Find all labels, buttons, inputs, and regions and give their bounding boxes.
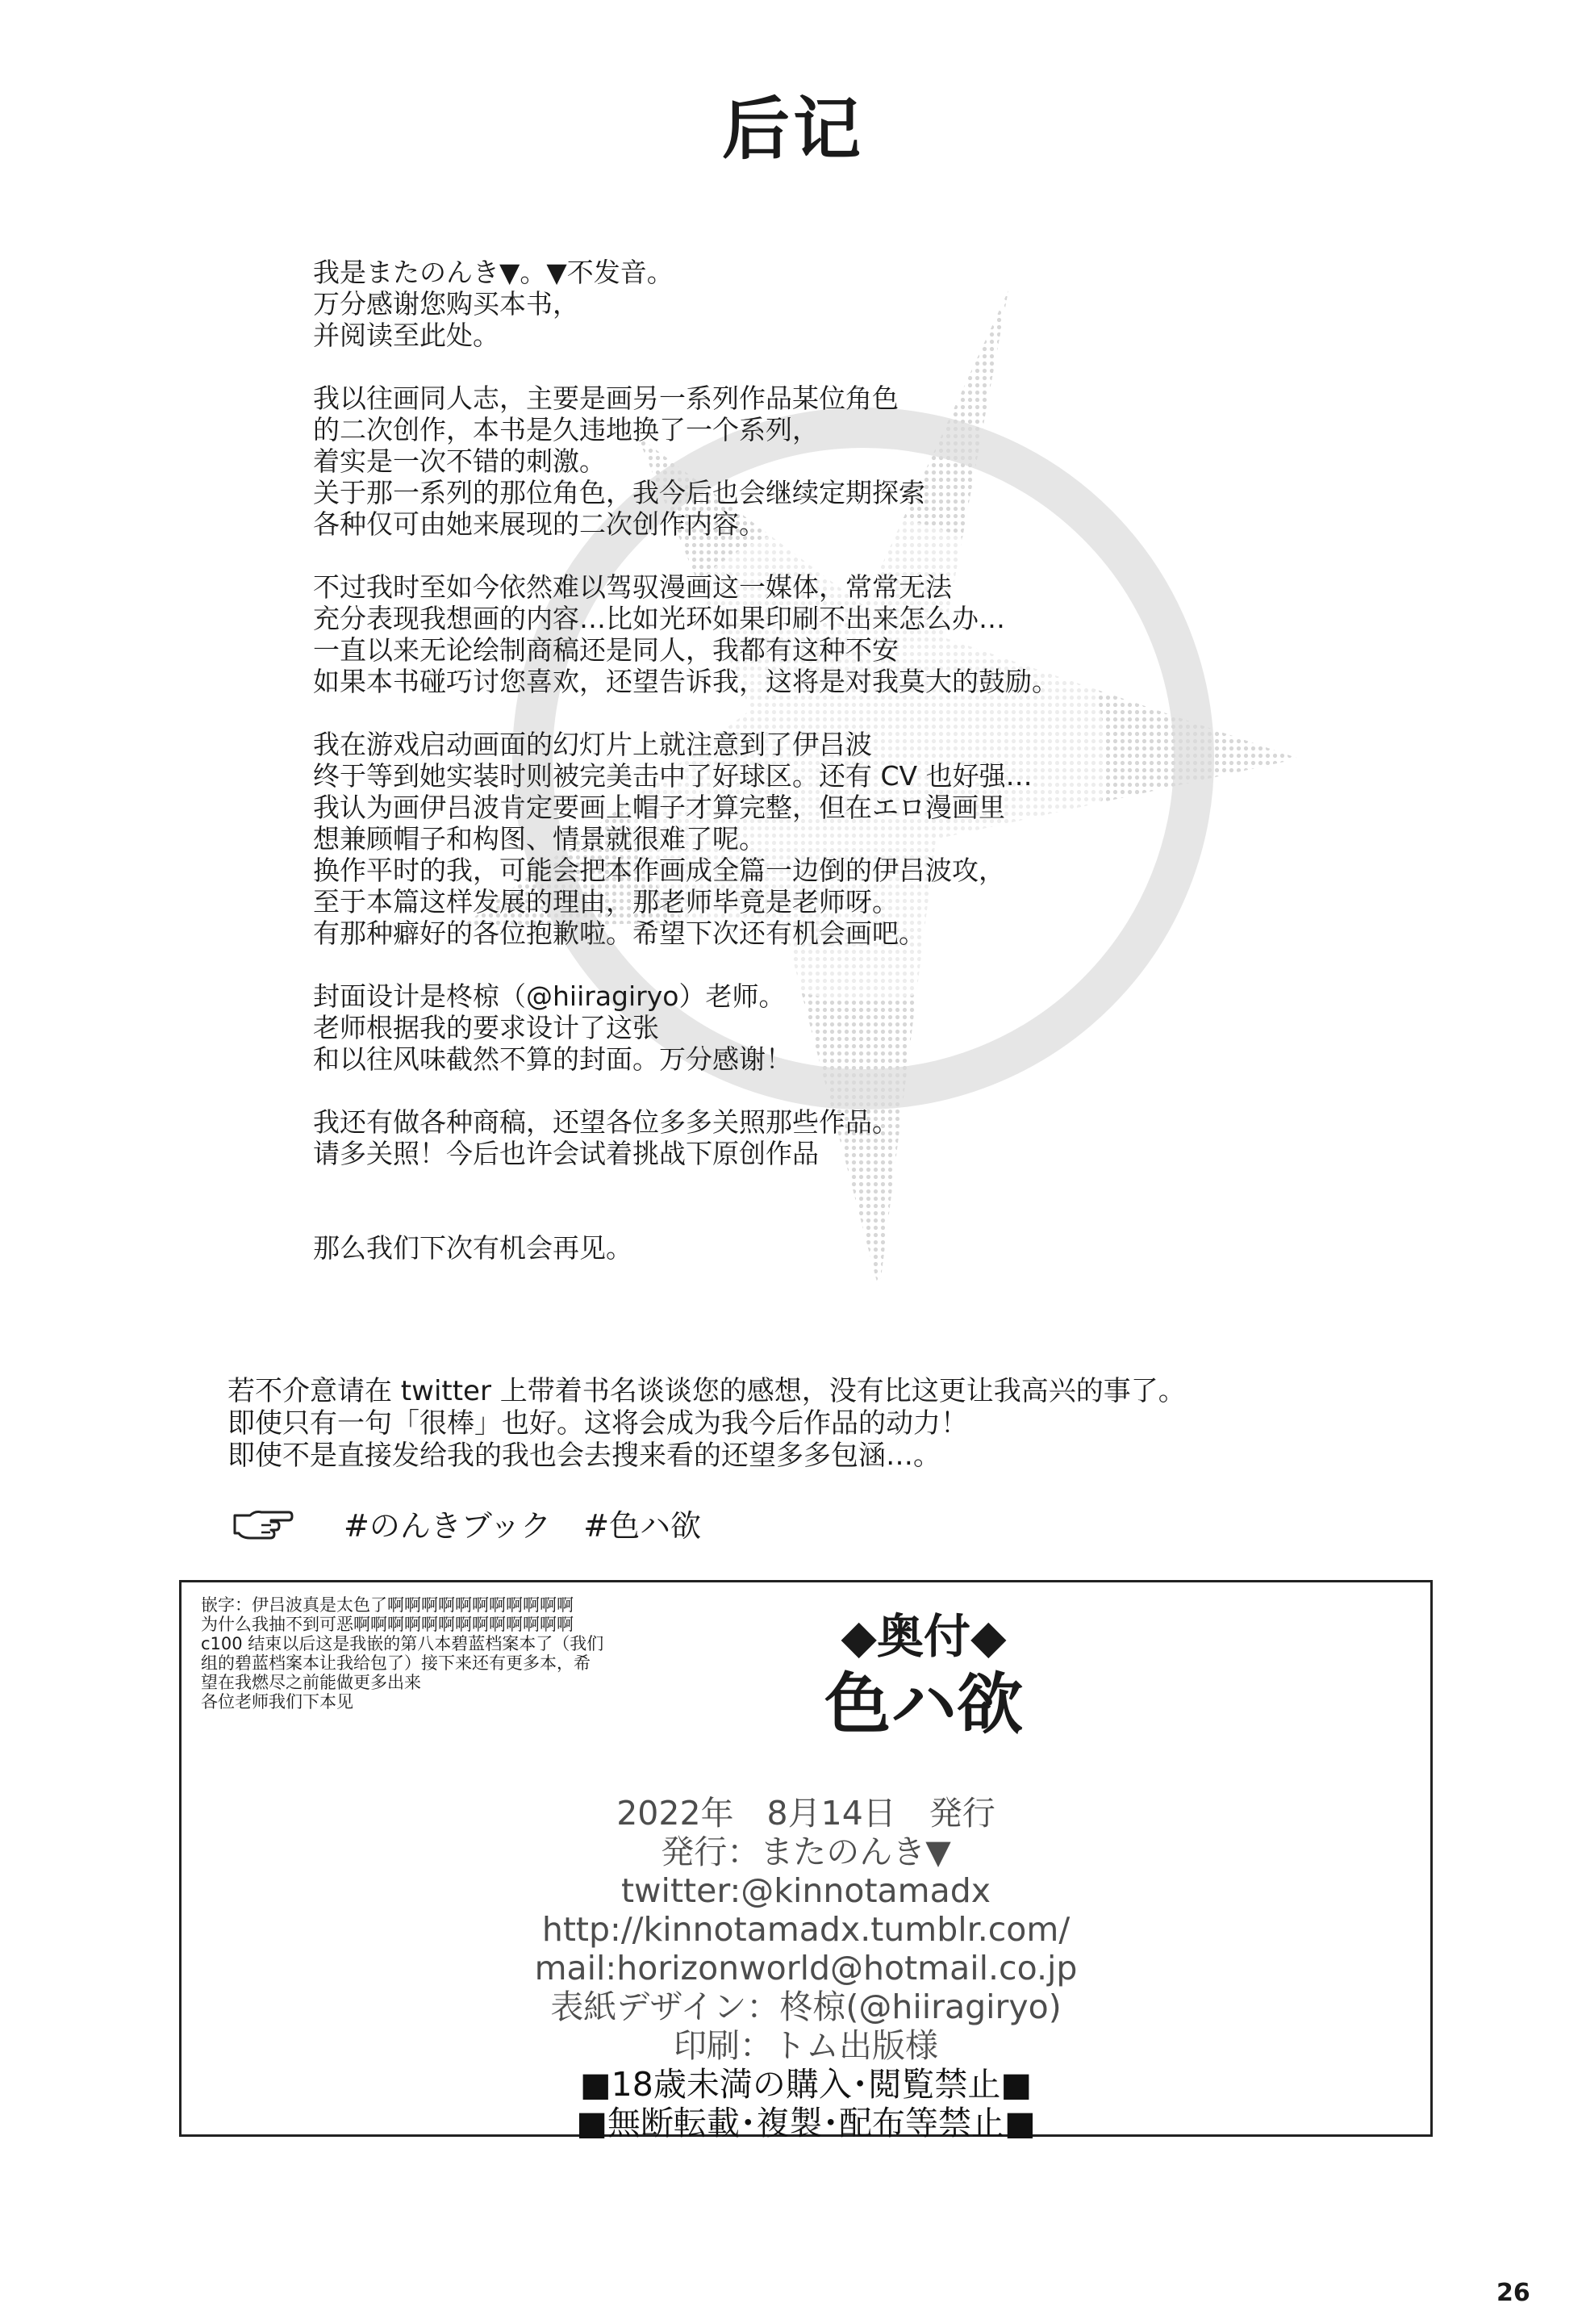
text-line: 并阅读至此处。 [313, 320, 499, 351]
copyright-notice: ■無断転載･複製･配布等禁止■ [576, 2104, 1036, 2142]
publication-info [182, 1794, 1430, 2142]
printer-credit: 印刷：トム出版様 [674, 2026, 938, 2065]
hashtag-row [227, 1501, 1518, 1545]
text-line: 请多关照！今后也许会试着挑战下原创作品 [313, 1138, 819, 1169]
text-line: 为什么我抽不到可恶啊啊啊啊啊啊啊啊啊啊啊啊啊 [201, 1615, 574, 1634]
afterword-paragraph-2 [313, 382, 1362, 540]
text-line: c100 结束以后这是我嵌的第八本碧蓝档案本了（我们 [201, 1634, 604, 1653]
text-line: 老师根据我的要求设计了这张 [313, 1012, 659, 1043]
text-line: 各位老师我们下本见 [201, 1692, 353, 1712]
afterword-paragraph-1 [313, 257, 1362, 351]
text-line: 即使只有一句「很棒」也好。这将会成为我今后作品的动力！ [227, 1407, 968, 1440]
text-line: 不过我时至如今依然难以驾驭漫画这一媒体，常常无法 [313, 571, 952, 603]
text-line: 我认为画伊吕波肯定要画上帽子才算完整，但在エロ漫画里 [313, 792, 1005, 823]
text-line: 着实是一次不错的刺激。 [313, 445, 606, 477]
twitter-appeal [227, 1375, 1518, 1545]
publication-date: 2022年 8月14日 発行 [616, 1794, 995, 1833]
text-line: 的二次创作，本书是久违地换了一个系列， [313, 414, 819, 445]
text-line: 有那种癖好的各位抱歉啦。希望下次还有机会画吧。 [313, 917, 925, 949]
typesetter-note [201, 1595, 701, 1712]
text-line: 即使不是直接发给我的我也会去搜来看的还望多多包涵…。 [227, 1440, 941, 1472]
age-restriction-notice: ■18歳未満の購入･閲覧禁止■ [579, 2065, 1033, 2104]
text-line: 和以往风味截然不算的封面。万分感谢！ [313, 1043, 792, 1075]
cover-design-credit: 表紙デザイン：柊椋(@hiiragiryo) [550, 1988, 1062, 2026]
text-line: 我还有做各种商稿，还望各位多多关照那些作品。 [313, 1106, 899, 1138]
text-line: 我以往画同人志，主要是画另一系列作品某位角色 [313, 382, 899, 414]
afterword-text [313, 257, 1362, 1264]
text-line: 嵌字：伊吕波真是太色了啊啊啊啊啊啊啊啊啊啊啊 [201, 1595, 574, 1615]
text-line: 至于本篇这样发展的理由，那老师毕竟是老师呀。 [313, 886, 899, 917]
text-line: 封面设计是柊椋（@hiiragiryo）老师。 [313, 980, 786, 1012]
colophon-box [179, 1580, 1433, 2142]
afterword-paragraph-4 [313, 729, 1362, 949]
publisher: 発行：またのんき▼ [661, 1833, 951, 1871]
text-line: 各种仅可由她来展现的二次创作内容。 [313, 508, 766, 540]
text-line: 我是またのんき▼。▼不发音。 [313, 257, 674, 288]
text-line: 万分感谢您购买本书， [313, 288, 579, 320]
page-number: 26 [1496, 2279, 1530, 2307]
text-line: 望在我燃尽之前能做更多出来 [201, 1673, 421, 1692]
text-line: 若不介意请在 twitter 上带着书名谈谈您的感想，没有比这更让我高兴的事了。 [227, 1375, 1186, 1407]
afterword-paragraph-6 [313, 1106, 1362, 1169]
book-title: 色ハ欲 [824, 1666, 1023, 1743]
hashtag: #のんきブック [344, 1508, 552, 1544]
pointing-hand-icon [232, 1506, 294, 1541]
farewell-line: 那么我们下次有机会再见。 [313, 1232, 632, 1264]
text-line: 终于等到她实装时则被完美击中了好球区。还有 CV 也好强… [313, 760, 1033, 792]
text-line: 充分表现我想画的内容…比如光环如果印刷不出来怎么办… [313, 603, 1005, 634]
text-line: 关于那一系列的那位角色，我今后也会继续定期探索 [313, 477, 925, 508]
hashtag: #色ハ欲 [583, 1508, 702, 1544]
colophon-heading: ◆奥付◆ [841, 1609, 1007, 1664]
afterword-paragraph-5 [313, 980, 1362, 1075]
text-line: 我在游戏启动画面的幻灯片上就注意到了伊吕波 [313, 729, 872, 760]
text-line: 换作平时的我，可能会把本作画成全篇一边倒的伊吕波攻， [313, 855, 1005, 886]
page-title: 后记 [721, 90, 864, 169]
text-line: 组的碧蓝档案本让我给包了）接下来还有更多本，希 [201, 1653, 591, 1673]
afterword-paragraph-3 [313, 571, 1362, 697]
website-url: http://kinnotamadx.tumblr.com/ [541, 1910, 1071, 1949]
email-address: mail:horizonworld@hotmail.co.jp [534, 1949, 1078, 1988]
text-line: 想兼顾帽子和构图、情景就很难了呢。 [313, 823, 766, 855]
twitter-handle: twitter:@kinnotamadx [620, 1871, 991, 1910]
text-line: 一直以来无论绘制商稿还是同人，我都有这种不安 [313, 634, 899, 666]
colophon-header [746, 1607, 1101, 1744]
text-line: 如果本书碰巧讨您喜欢，还望告诉我，这将是对我莫大的鼓励。 [313, 666, 1058, 697]
